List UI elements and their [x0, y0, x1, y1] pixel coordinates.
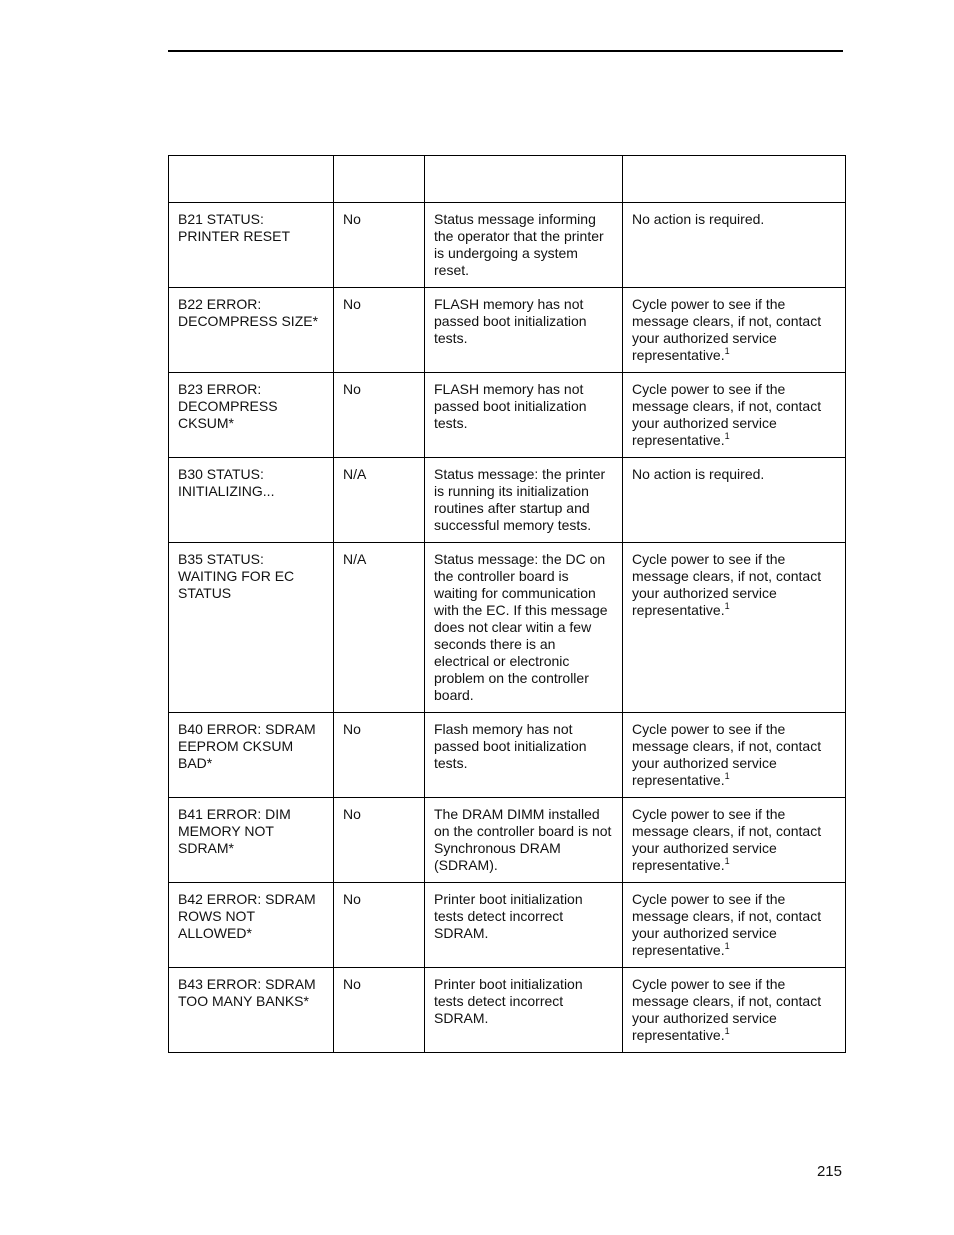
- explanation-text: Printer boot initialization tests detect incorrect SDRAM.: [434, 976, 583, 1026]
- message-cell: [169, 288, 334, 373]
- message-text: B21 STATUS: PRINTER RESET: [178, 211, 291, 244]
- message-text: B23 ERROR: DECOMPRESS CKSUM*: [178, 381, 278, 431]
- footnote-marker: 1: [724, 601, 730, 611]
- message-cell: [169, 968, 334, 1053]
- action-text-wrap: [632, 716, 836, 789]
- message-text: B43 ERROR: SDRAM TOO MANY BANKS*: [178, 976, 316, 1009]
- action-cell: [623, 203, 846, 288]
- action-cell: [623, 373, 846, 458]
- table-row: [169, 798, 846, 883]
- message-text: B22 ERROR: DECOMPRESS SIZE*: [178, 296, 319, 329]
- explanation-cell: [425, 373, 623, 458]
- action-text-wrap: [632, 971, 836, 1044]
- explanation-cell: [425, 798, 623, 883]
- action-cell: [623, 458, 846, 543]
- col2-cell: [334, 203, 425, 288]
- message-cell: [169, 543, 334, 713]
- col2-cell: [334, 373, 425, 458]
- col2-text: N/A: [343, 466, 367, 482]
- message-cell: [169, 203, 334, 288]
- footnote-marker: 1: [724, 771, 730, 781]
- col2-cell: [334, 713, 425, 798]
- action-text-wrap: [632, 546, 836, 619]
- action-text-wrap: [632, 376, 836, 449]
- col2-text: No: [343, 976, 361, 992]
- table-row: [169, 883, 846, 968]
- col2-cell: [334, 968, 425, 1053]
- action-text: Cycle power to see if the message clears, if not, contact your authorized service representative.: [632, 721, 822, 788]
- col2-cell: [334, 458, 425, 543]
- action-cell: [623, 543, 846, 713]
- action-text-wrap: [632, 461, 836, 483]
- table-row: [169, 713, 846, 798]
- explanation-cell: [425, 713, 623, 798]
- header-cell: [169, 156, 334, 203]
- explanation-cell: [425, 543, 623, 713]
- table-row: [169, 288, 846, 373]
- header-rule: [168, 50, 843, 52]
- action-cell: [623, 883, 846, 968]
- table-row: [169, 203, 846, 288]
- action-cell: [623, 968, 846, 1053]
- footnote-marker: 1: [724, 1026, 730, 1036]
- explanation-text: Status message: the printer is running its initialization routines after startup and successful memory tests.: [434, 466, 606, 533]
- col2-cell: [334, 288, 425, 373]
- explanation-cell: [425, 883, 623, 968]
- action-text-wrap: [632, 206, 836, 228]
- explanation-cell: [425, 458, 623, 543]
- explanation-cell: [425, 203, 623, 288]
- footnote-marker: 1: [724, 431, 730, 441]
- explanation-text: Flash memory has not passed boot initialization tests.: [434, 721, 587, 771]
- table-row: [169, 373, 846, 458]
- explanation-text: FLASH memory has not passed boot initialization tests.: [434, 296, 587, 346]
- header-cell: [334, 156, 425, 203]
- message-cell: [169, 798, 334, 883]
- col2-text: No: [343, 721, 361, 737]
- action-text: Cycle power to see if the message clears, if not, contact your authorized service representative.: [632, 891, 822, 958]
- action-text: Cycle power to see if the message clears, if not, contact your authorized service representative.: [632, 381, 822, 448]
- message-cell: [169, 373, 334, 458]
- explanation-text: Status message: the DC on the controller board is waiting for communication with the EC. If this message does not clear witin a few seconds there is an electrical or electronic problem on the controller board.: [434, 551, 608, 703]
- table-header-row: [169, 156, 846, 203]
- message-table: [168, 155, 846, 1053]
- message-cell: [169, 713, 334, 798]
- message-cell: [169, 458, 334, 543]
- action-text: No action is required.: [632, 466, 765, 482]
- explanation-cell: [425, 288, 623, 373]
- explanation-text: FLASH memory has not passed boot initialization tests.: [434, 381, 587, 431]
- col2-text: No: [343, 296, 361, 312]
- message-cell: [169, 883, 334, 968]
- col2-cell: [334, 798, 425, 883]
- message-text: B42 ERROR: SDRAM ROWS NOT ALLOWED*: [178, 891, 316, 941]
- explanation-text: Status message informing the operator that the printer is undergoing a system reset.: [434, 211, 604, 278]
- action-cell: [623, 288, 846, 373]
- col2-text: No: [343, 211, 361, 227]
- action-text-wrap: [632, 886, 836, 959]
- action-text: Cycle power to see if the message clears, if not, contact your authorized service representative.: [632, 296, 822, 363]
- table-row: [169, 968, 846, 1053]
- action-text: Cycle power to see if the message clears, if not, contact your authorized service representative.: [632, 976, 822, 1043]
- page-number: 215: [816, 1163, 842, 1180]
- message-text: B35 STATUS: WAITING FOR EC STATUS: [178, 551, 295, 601]
- footnote-marker: 1: [724, 856, 730, 866]
- message-text: B40 ERROR: SDRAM EEPROM CKSUM BAD*: [178, 721, 316, 771]
- col2-text: No: [343, 806, 361, 822]
- action-cell: [623, 713, 846, 798]
- action-text-wrap: [632, 291, 836, 364]
- action-text: No action is required.: [632, 211, 765, 227]
- footnote-marker: 1: [724, 346, 730, 356]
- header-cell: [425, 156, 623, 203]
- table-row: [169, 458, 846, 543]
- action-text: Cycle power to see if the message clears, if not, contact your authorized service representative.: [632, 551, 822, 618]
- col2-text: N/A: [343, 551, 367, 567]
- action-cell: [623, 798, 846, 883]
- action-text: Cycle power to see if the message clears, if not, contact your authorized service representative.: [632, 806, 822, 873]
- col2-text: No: [343, 381, 361, 397]
- explanation-cell: [425, 968, 623, 1053]
- message-text: B30 STATUS: INITIALIZING...: [178, 466, 275, 499]
- message-text: B41 ERROR: DIM MEMORY NOT SDRAM*: [178, 806, 291, 856]
- footnote-marker: 1: [724, 941, 730, 951]
- explanation-text: The DRAM DIMM installed on the controller board is not Synchronous DRAM (SDRAM).: [434, 806, 612, 873]
- table-row: [169, 543, 846, 713]
- explanation-text: Printer boot initialization tests detect incorrect SDRAM.: [434, 891, 583, 941]
- col2-cell: [334, 883, 425, 968]
- col2-cell: [334, 543, 425, 713]
- col2-text: No: [343, 891, 361, 907]
- header-cell: [623, 156, 846, 203]
- action-text-wrap: [632, 801, 836, 874]
